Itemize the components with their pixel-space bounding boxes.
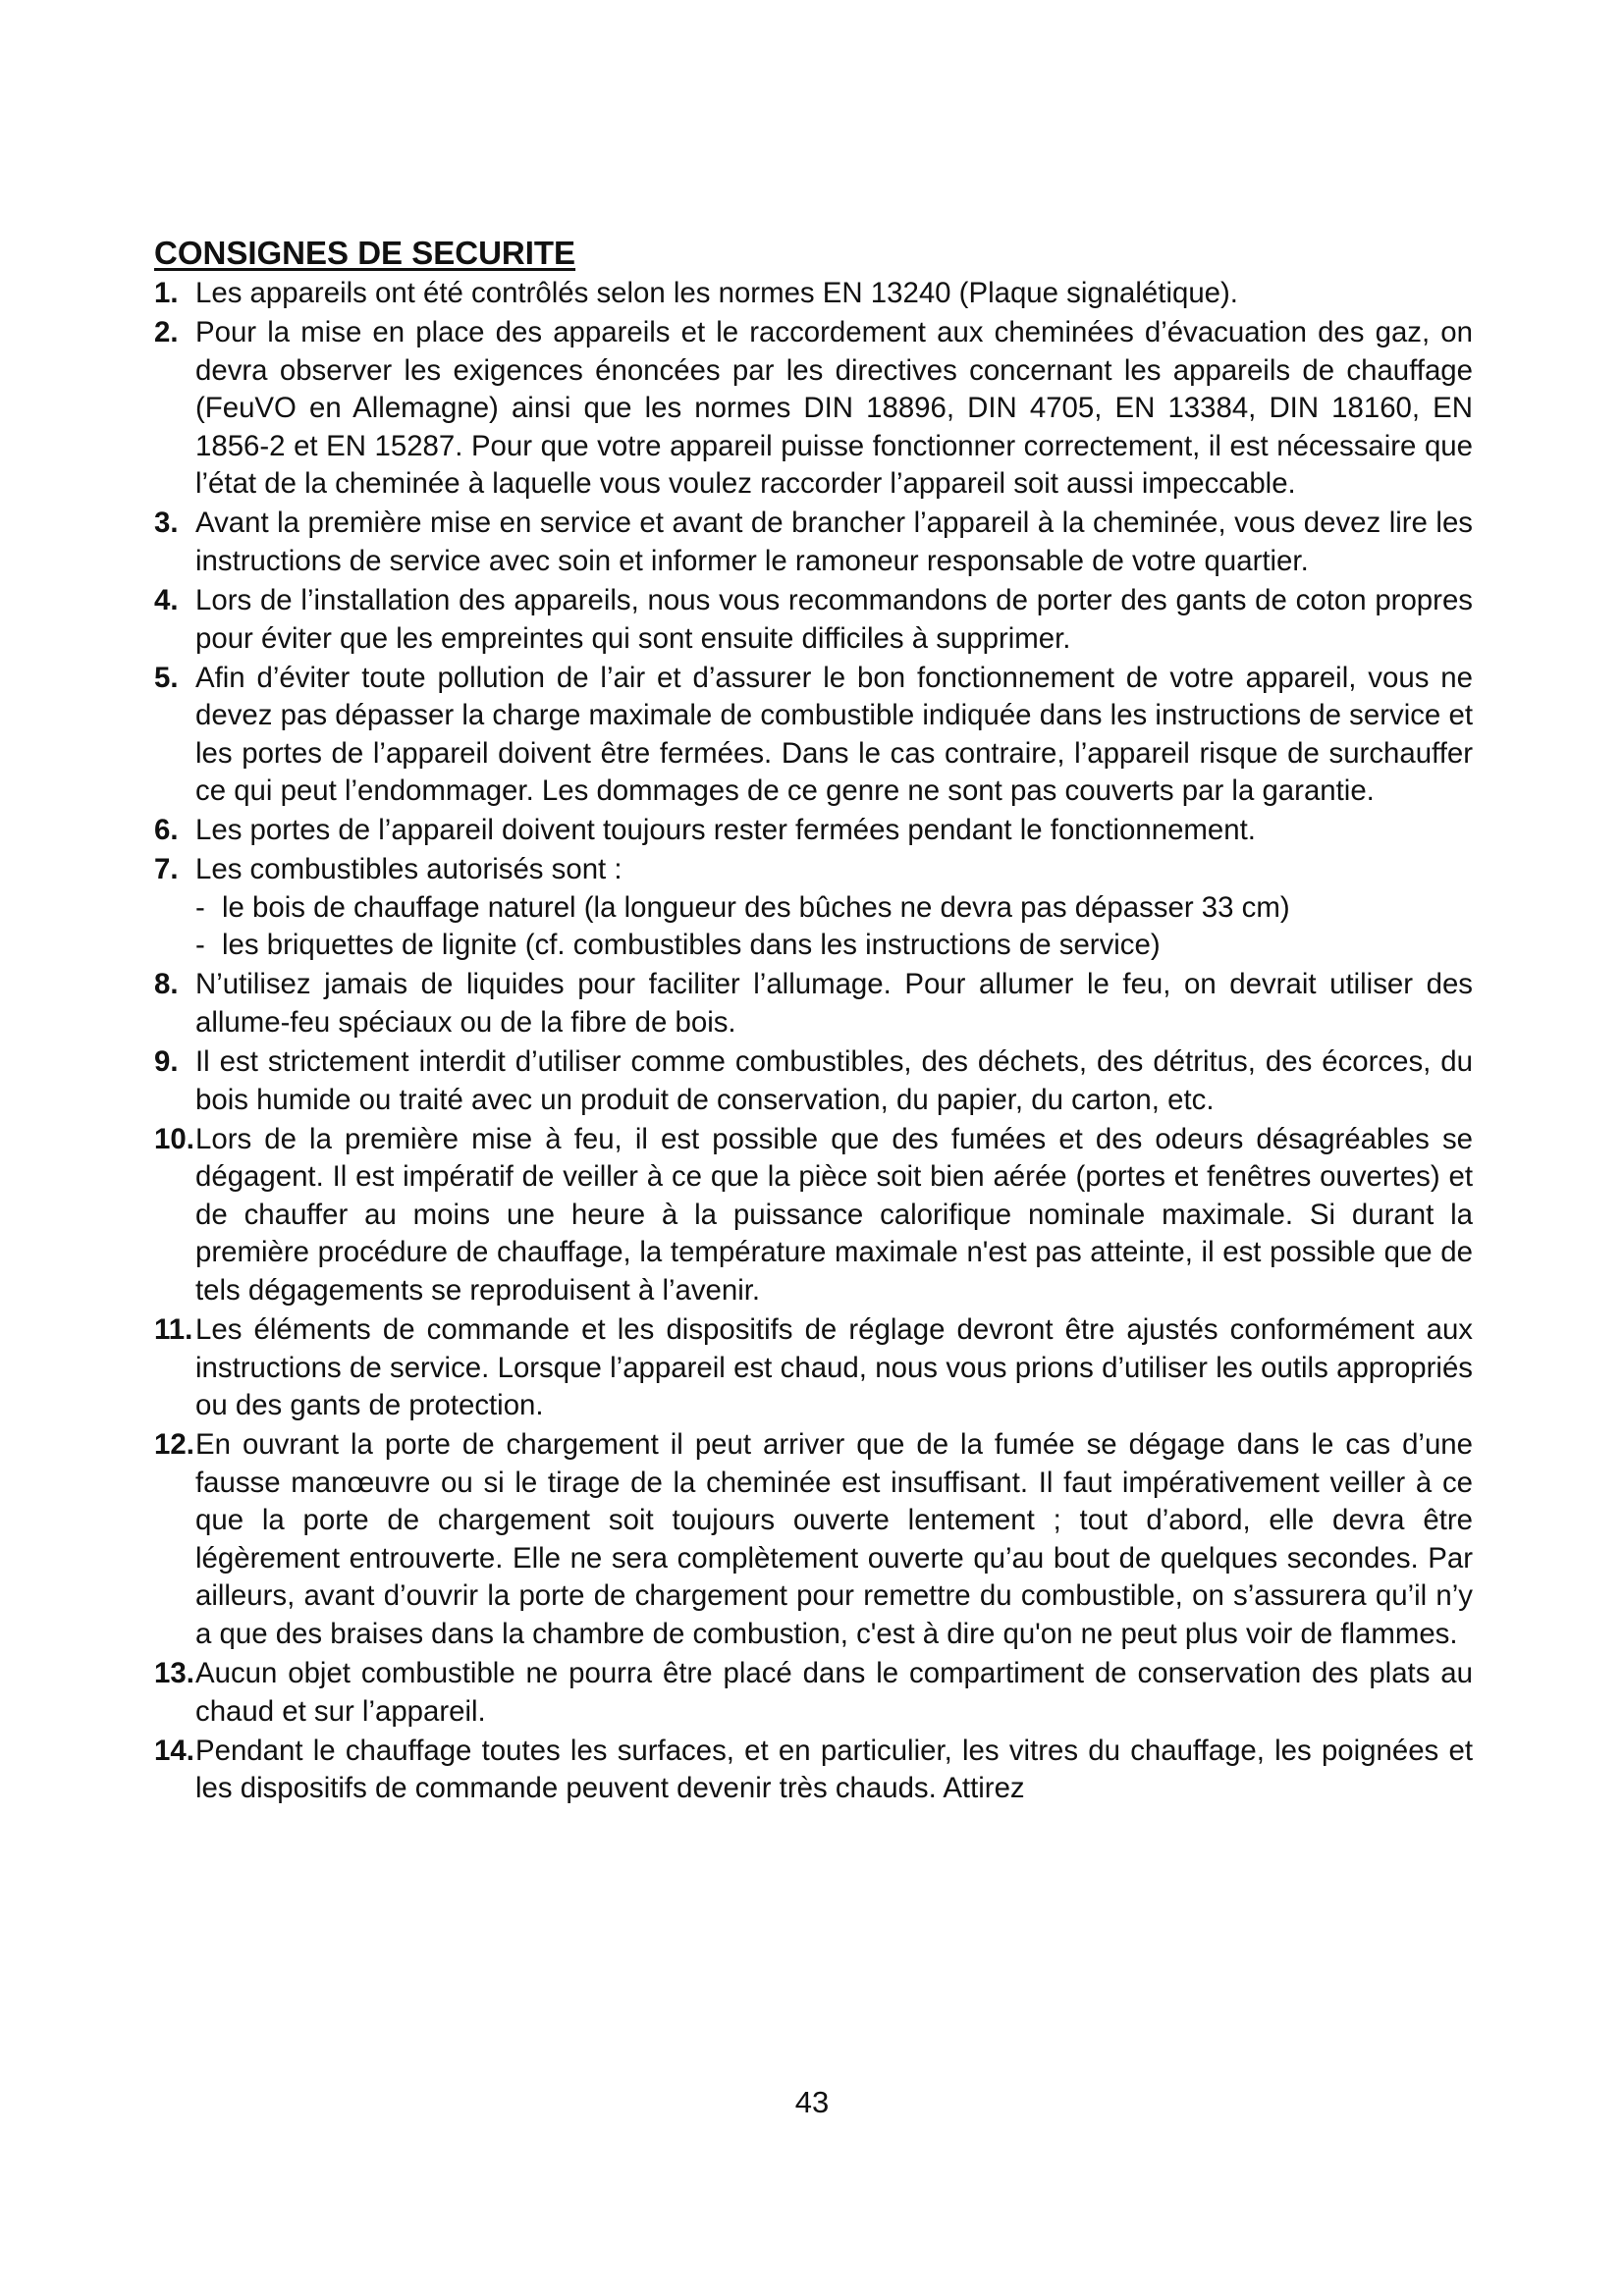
item-number: 12.	[154, 1428, 194, 1462]
sub-item-dash: -	[195, 929, 205, 962]
item-text: Les combustibles autorisés sont :	[195, 853, 623, 886]
list-item	[154, 1043, 1473, 1119]
item-number: 13.	[154, 1657, 194, 1690]
list-item	[154, 1655, 1473, 1731]
section-heading: CONSIGNES DE SECURITE	[154, 235, 576, 271]
list-item	[154, 505, 1473, 580]
list-item	[154, 314, 1473, 504]
sub-item-text: les briquettes de lignite (cf. combustibles dans les instructions de service)	[222, 929, 1161, 962]
sub-list-item	[195, 927, 1473, 965]
item-number: 6.	[154, 814, 179, 847]
list-item	[154, 1733, 1473, 1808]
list-item	[154, 1426, 1473, 1654]
list-item	[154, 582, 1473, 658]
item-text: Avant la première mise en service et avant de brancher l’appareil à la cheminée, vous devez lire les instructions de service avec soin et informer le ramoneur responsable de votre quartier.	[195, 507, 1473, 577]
list-item	[154, 812, 1473, 850]
item-text: Lors de l’installation des appareils, nous vous recommandons de porter des gants de coton propres pour éviter que les empreintes qui sont ensuite difficiles à supprimer.	[195, 583, 1473, 655]
list-item	[154, 275, 1473, 313]
item-number: 8.	[154, 968, 179, 1001]
sub-list-item	[195, 889, 1473, 928]
sub-item-dash: -	[195, 890, 205, 924]
item-text: N’utilisez jamais de liquides pour faciliter l’allumage. Pour allumer le feu, on devrait utiliser des allume-feu spéciaux ou de la fibre de bois.	[195, 968, 1473, 1040]
item-text: Pour la mise en place des appareils et le raccordement aux cheminées d’évacuation des gaz, on devra observer les exigences énoncées par les directives concernant les appareils de chauffage (FeuVO en Allemagne) ainsi que les normes DIN 18896, DIN 4705, EN 13384, DIN 18160, EN 1856-2 et EN 15287. Pour que votre appareil puisse fonctionner correctement, il est nécessaire que l’état de la cheminée à laquelle vous voulez raccorder l’appareil soit aussi impeccable.	[195, 315, 1473, 501]
item-number: 2.	[154, 315, 179, 348]
item-number: 1.	[154, 277, 179, 309]
item-text: En ouvrant la porte de chargement il peut arriver que de la fumée se dégage dans le cas d’une fausse manœuvre ou si le tirage de la cheminée est insuffisant. Il faut impérativement veiller à ce que la porte de chargement soit toujours ouverte lentement ; tout d’abord, elle devra être légèrement entrouverte. Elle ne sera complètement ouverte qu’au bout de quelques secondes. Par ailleurs, avant d’ouvrir la porte de chargement pour remettre du combustible, on s’assurera qu’il n’y a que des braises dans la chambre de combustion, c'est à dire qu'on ne peut plus voir de flammes.	[195, 1428, 1473, 1651]
list-item	[154, 660, 1473, 811]
item-number: 5.	[154, 661, 179, 694]
item-text: Afin d’éviter toute pollution de l’air et d’assurer le bon fonctionnement de votre appareil, vous ne devez pas dépasser la charge maximale de combustible indiquée dans les instructions de service et les portes de l’appareil doivent être fermées. Dans le cas contraire, l’appareil risque de surchauffer ce qui peut l’endommager. Les dommages de ce genre ne sont pas couverts par la garantie.	[195, 661, 1473, 808]
item-number: 10.	[154, 1122, 194, 1155]
item-number: 11.	[154, 1312, 193, 1346]
document-page	[154, 234, 1473, 1809]
list-item	[154, 1311, 1473, 1425]
list-item	[154, 851, 1473, 965]
safety-instructions-list	[154, 275, 1473, 1808]
item-text: Les éléments de commande et les dispositifs de réglage devront être ajustés conformément aux instructions de service. Lorsque l’appareil est chaud, nous vous prions d’utiliser les outils appropriés ou des gants de protection.	[195, 1312, 1473, 1422]
item-text: Lors de la première mise à feu, il est possible que des fumées et des odeurs désagréables se dégagent. Il est impératif de veiller à ce que la pièce soit bien aérée (portes et fenêtres ouvertes) et de chauffer au moins une heure à la puissance calorifique nominale maximale. Si durant la première procédure de chauffage, la température maximale n'est pas atteinte, il est possible que de tels dégagements se reproduisent à l’avenir.	[195, 1122, 1473, 1307]
item-text: Les appareils ont été contrôlés selon les normes EN 13240 (Plaque signalétique).	[195, 277, 1238, 309]
item-number: 9.	[154, 1045, 179, 1078]
item-text: Il est strictement interdit d’utiliser comme combustibles, des déchets, des détritus, des écorces, du bois humide ou traité avec un produit de conservation, du papier, du carton, etc.	[195, 1045, 1473, 1116]
item-text: Pendant le chauffage toutes les surfaces, et en particulier, les vitres du chauffage, les poignées et les dispositifs de commande peuvent devenir très chauds. Attirez	[195, 1734, 1473, 1805]
item-text: Les portes de l’appareil doivent toujours rester fermées pendant le fonctionnement.	[195, 814, 1256, 847]
list-item	[154, 966, 1473, 1041]
item-number: 14.	[154, 1734, 194, 1767]
sub-item-text: le bois de chauffage naturel (la longueur des bûches ne devra pas dépasser 33 cm)	[222, 890, 1290, 924]
item-number: 7.	[154, 853, 179, 886]
item-text: Aucun objet combustible ne pourra être placé dans le compartiment de conservation des plats au chaud et sur l’appareil.	[195, 1657, 1473, 1728]
item-number: 4.	[154, 583, 179, 616]
item-number: 3.	[154, 507, 179, 540]
page-number: 43	[794, 2085, 830, 2119]
list-item	[154, 1121, 1473, 1310]
